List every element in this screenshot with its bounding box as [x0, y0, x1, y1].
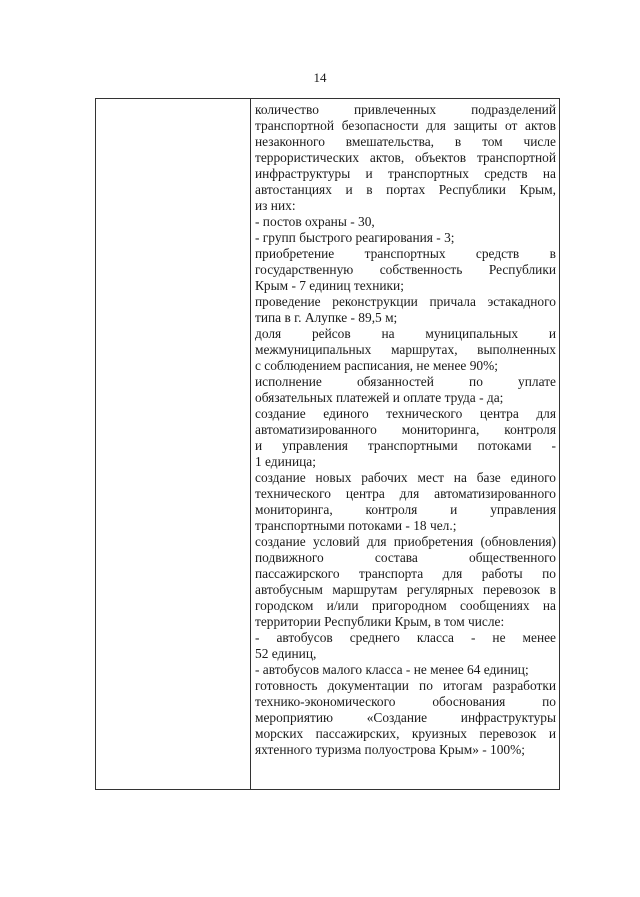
- text-line: - групп быстрого реагирования - 3;: [255, 230, 455, 245]
- text-line: доля рейсов на муниципальных и: [255, 326, 556, 341]
- text-line: технико-экономического обоснования по: [255, 694, 556, 709]
- text-line: автобусным маршрутам регулярных перевозок в: [255, 582, 556, 597]
- text-line: яхтенного туризма полуострова Крым» - 100%;: [255, 742, 526, 757]
- text-line: с соблюдением расписания, не менее 90%;: [255, 358, 498, 373]
- text-line: территории Республики Крым, в том числе:: [255, 614, 505, 629]
- text-line: мероприятию «Создание инфраструктуры: [255, 710, 556, 725]
- text-line: мониторинга, контроля и управления: [255, 502, 556, 517]
- text-line: создание условий для приобретения (обновления): [255, 534, 556, 549]
- text-line: подвижного состава общественного: [255, 550, 556, 565]
- text-line: морских пассажирских, круизных перевозок и: [255, 726, 556, 741]
- text-line: приобретение транспортных средств в: [255, 246, 556, 261]
- text-line: технического центра для автоматизированного: [255, 486, 556, 501]
- text-line: городском и/или пригородном сообщениях на: [255, 598, 556, 613]
- text-line: автоматизированного мониторинга, контроля: [255, 422, 556, 437]
- text-line: 52 единиц,: [255, 646, 317, 661]
- table-cell-left: [96, 99, 250, 789]
- column-divider: [250, 99, 251, 789]
- text-line: типа в г. Алупке - 89,5 м;: [255, 310, 398, 325]
- text-line: пассажирского транспорта для работы по: [255, 566, 556, 581]
- text-line: 1 единица;: [255, 454, 316, 469]
- text-line: транспортными потоками - 18 чел.;: [255, 518, 457, 533]
- text-line: Крым - 7 единиц техники;: [255, 278, 404, 293]
- page-number: 14: [313, 70, 327, 85]
- text-line: государственную собственность Республики: [255, 262, 556, 277]
- document-table: [95, 98, 560, 790]
- text-line: - постов охраны - 30,: [255, 214, 375, 229]
- text-line: и управления транспортными потоками -: [255, 438, 556, 453]
- text-line: террористических актов, объектов транспортной: [255, 150, 556, 165]
- table-cell-right: [255, 102, 556, 758]
- text-line: - автобусов среднего класса - не менее: [255, 630, 556, 645]
- text-line: инфраструктуры и транспортных средств на: [255, 166, 556, 181]
- text-line: автостанциях и в портах Республики Крым,: [255, 182, 556, 197]
- text-line: количество привлеченных подразделений: [255, 102, 556, 117]
- text-line: готовность документации по итогам разработки: [255, 678, 556, 693]
- text-line: проведение реконструкции причала эстакадного: [255, 294, 556, 309]
- text-line: создание единого технического центра для: [255, 406, 556, 421]
- text-line: обязательных платежей и оплате труда - да;: [255, 390, 504, 405]
- text-line: - автобусов малого класса - не менее 64 единиц;: [255, 662, 529, 677]
- text-line: незаконного вмешательства, в том числе: [255, 134, 556, 149]
- text-line: создание новых рабочих мест на базе единого: [255, 470, 556, 485]
- text-line: транспортной безопасности для защиты от актов: [255, 118, 556, 133]
- text-line: межмуниципальных маршрутах, выполненных: [255, 342, 556, 357]
- text-line: из них:: [255, 198, 296, 213]
- text-line: исполнение обязанностей по уплате: [255, 374, 556, 389]
